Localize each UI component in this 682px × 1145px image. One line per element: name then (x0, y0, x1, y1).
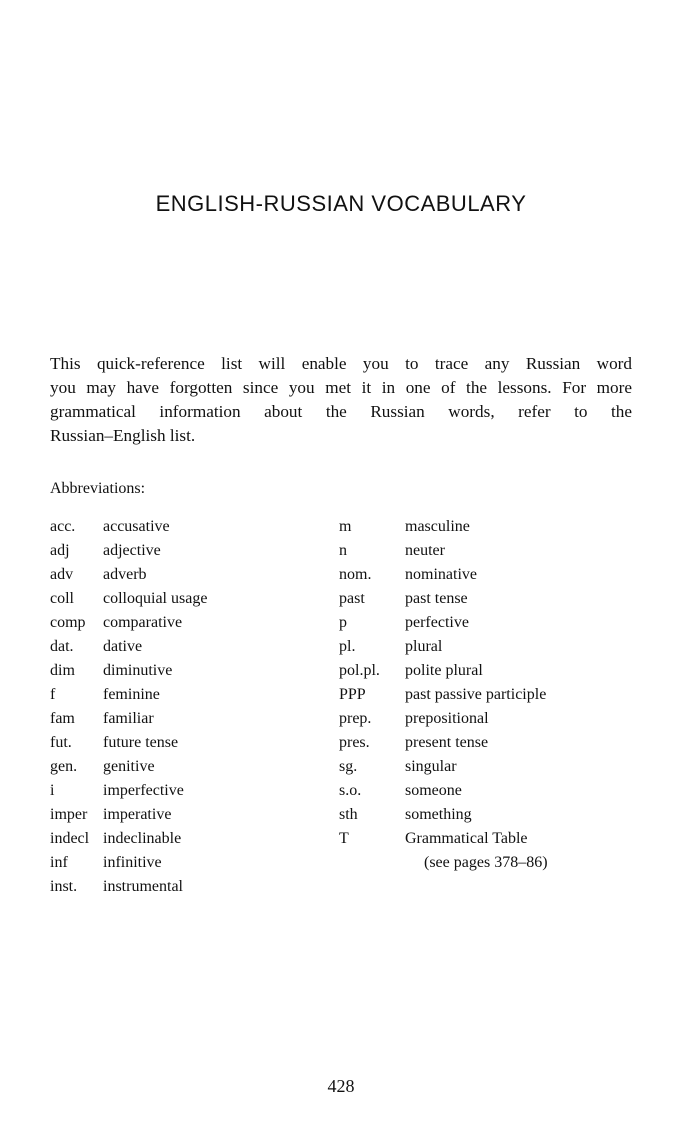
abbreviation: inst. (50, 878, 78, 895)
abbreviation-meaning: infinitive (103, 854, 162, 871)
abbreviation: dat. (50, 638, 74, 655)
abbreviation-meaning: someone (405, 782, 462, 799)
page-number: 428 (327, 1076, 355, 1096)
abbreviation-meaning: instrumental (103, 878, 183, 895)
abbreviation-meaning: colloquial usage (103, 590, 208, 607)
abbreviation-meaning: Grammatical Table (405, 830, 528, 847)
abbreviation: s.o. (339, 782, 362, 799)
abbreviation: indecl (50, 830, 90, 847)
abbreviation: PPP (339, 686, 366, 703)
abbreviation: T (339, 830, 349, 847)
abbreviation: p (339, 614, 347, 631)
abbreviation-meaning: present tense (405, 734, 489, 751)
abbreviation-meaning: familiar (103, 710, 154, 727)
abbreviation-meaning: masculine (405, 518, 470, 535)
abbreviation-meaning: something (405, 806, 472, 823)
abbreviation: comp (50, 614, 86, 631)
abbreviation-meaning: adverb (103, 566, 147, 583)
abbreviation: fut. (50, 734, 72, 751)
abbreviation: gen. (50, 758, 78, 775)
table-note: (see pages 378–86) (424, 854, 548, 871)
abbreviation: dim (50, 662, 75, 679)
abbreviation: acc. (50, 518, 76, 535)
intro-line: Russian–English list. (50, 426, 196, 445)
abbreviation-meaning: diminutive (103, 662, 173, 679)
abbreviation: past (339, 590, 365, 607)
abbreviation-meaning: polite plural (405, 662, 483, 679)
abbreviation: prep. (339, 710, 372, 727)
intro-paragraph (50, 352, 632, 448)
abbreviation-meaning: imperfective (103, 782, 184, 799)
abbreviation: coll (50, 590, 74, 607)
abbreviation-meaning: plural (405, 638, 443, 655)
abbreviation-meaning: nominative (405, 566, 477, 583)
abbreviation: imper (50, 806, 88, 823)
abbreviations-heading: Abbreviations: (50, 480, 146, 497)
abbreviation-meaning: indeclinable (103, 830, 182, 847)
intro-line: you may have forgotten since you met it in one of the lessons. For more (50, 378, 632, 397)
abbreviation-meaning: future tense (103, 734, 179, 751)
abbreviation-meaning: adjective (103, 542, 161, 559)
abbreviation-meaning: genitive (103, 758, 155, 775)
abbreviation: adv (50, 566, 74, 583)
abbreviation-meaning: dative (103, 638, 143, 655)
abbreviation-meaning: perfective (405, 614, 469, 631)
abbreviation-meaning: imperative (103, 806, 172, 823)
abbreviation: fam (50, 710, 75, 727)
abbreviation: pres. (339, 734, 370, 751)
abbreviation: pl. (339, 638, 356, 655)
abbreviation-meaning: singular (405, 758, 457, 775)
abbreviation-meaning: prepositional (405, 710, 489, 727)
abbreviation: i (50, 782, 55, 799)
abbreviation: pol.pl. (339, 662, 380, 679)
abbreviation-meaning: past tense (405, 590, 468, 607)
abbreviation-meaning: neuter (405, 542, 445, 559)
abbreviation: inf (50, 854, 68, 871)
abbreviation: sth (339, 806, 358, 823)
abbreviation: sg. (339, 758, 358, 775)
abbreviation-meaning: feminine (103, 686, 160, 703)
abbreviation: adj (50, 542, 70, 559)
abbreviation-meaning: past passive participle (405, 686, 547, 703)
page-title: ENGLISH-RUSSIAN VOCABULARY (155, 191, 527, 216)
abbreviation: m (339, 518, 352, 535)
intro-line: This quick-reference list will enable you to trace any Russian word (50, 354, 632, 373)
intro-line: grammatical information about the Russian words, refer to the (50, 402, 632, 421)
abbreviation: nom. (339, 566, 372, 583)
abbreviation: n (339, 542, 347, 559)
abbreviation-meaning: comparative (103, 614, 183, 631)
abbreviation: f (50, 686, 56, 703)
abbreviation-meaning: accusative (103, 518, 170, 535)
